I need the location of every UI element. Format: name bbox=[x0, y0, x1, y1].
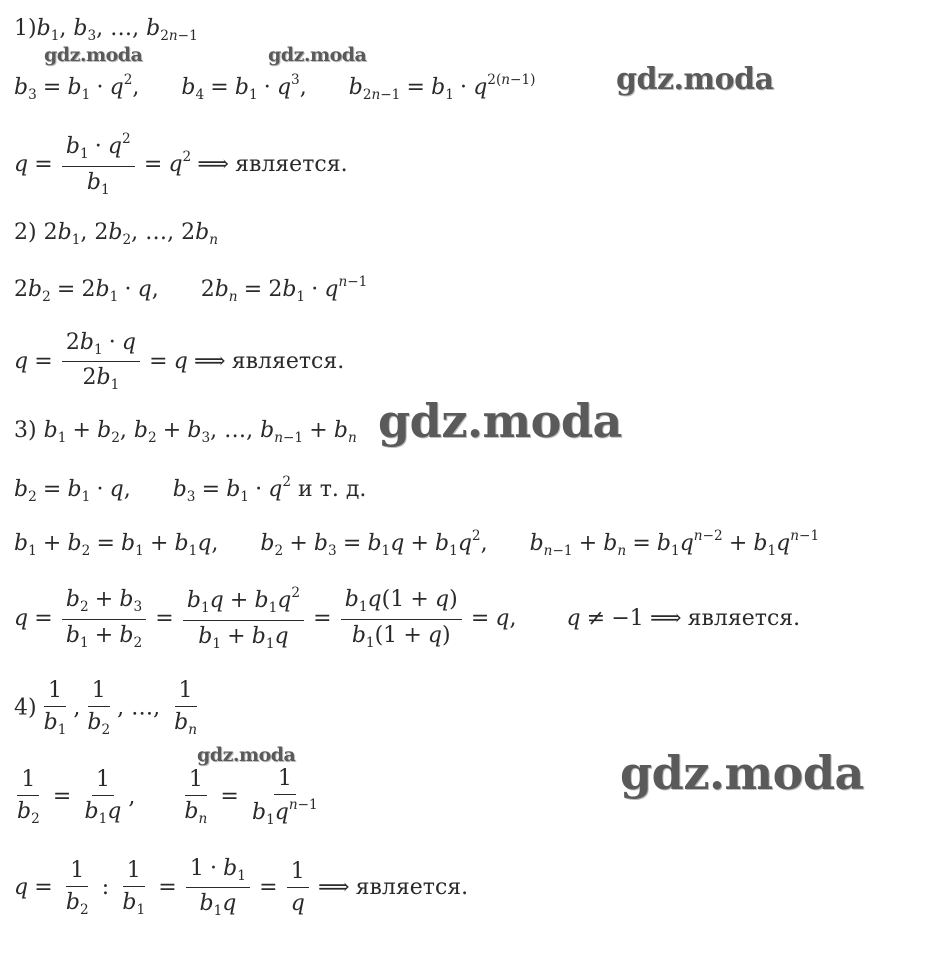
watermark-medium-1: gdz.moda bbox=[616, 62, 774, 97]
section-1-heading: $1)b_1$, $b_3$, …, $b_{2n-1}$ bbox=[14, 16, 198, 44]
watermark-small-3: gdz.moda bbox=[197, 744, 296, 766]
section-1-label: 1) bbox=[14, 16, 37, 41]
conclusion-2: является. bbox=[231, 348, 345, 374]
section-3-heading: 3) $b_1 + b_2$, $b_2 + b_3$, …, $b_{n-1} + b_n$ bbox=[14, 418, 357, 446]
section-2-heading: 2) $2b_1$, $2b_2$, …, $2b_n$ bbox=[14, 220, 218, 248]
section-2-terms: $2b_2 = 2b_1 \cdot q$, $2b_n = 2b_1 \cdot q^{n-1}$ bbox=[14, 274, 368, 305]
section-4-label: 4) bbox=[14, 695, 37, 721]
watermark-large-1: gdz.moda bbox=[378, 394, 622, 448]
etc-text: и т. д. bbox=[298, 477, 367, 503]
section-2-label: 2) bbox=[14, 220, 37, 245]
conclusion-3: является. bbox=[687, 606, 801, 632]
section-3-label: 3) bbox=[14, 418, 37, 443]
watermark-large-2: gdz.moda bbox=[620, 746, 864, 800]
section-3-terms: $b_2 = b_1 \cdot q$, $b_3 = b_1 \cdot q^2$ и т. д. bbox=[14, 474, 367, 505]
watermark-small-2: gdz.moda bbox=[268, 44, 367, 66]
section-4-terms: $\frac{1}{b_2}$ = $\frac{1}{b_1q}$ , $\frac{1}{b_n}$ = $\frac{1}{b_1q^{n-1}}$ bbox=[17, 766, 318, 829]
section-3-ratio: q = $\frac{b_2 + b_3}{b_1 + b_2}$ = $\frac{b_1q + b_1q^2}{b_1 + b_1q}$ = $\frac{b_1q(1 + q)}{b_1(1 + q)}$ = q, q ≠ −1 ⟹ является. bbox=[14, 585, 801, 652]
section-4-heading: 4) $\frac{1}{b_1}$ , $\frac{1}{b_2}$ , …, $\frac{1}{b_n}$ bbox=[14, 678, 197, 739]
section-1-terms: $b_3 = b_1 \cdot q^2$, $b_4 = b_1 \cdot q^3$, $b_{2n-1} = b_1 \cdot q^{2(n-1)}$ bbox=[14, 72, 536, 103]
section-3-sums: $b_1 + b_2 = b_1 + b_1q$, $b_2 + b_3 = b_1q + b_1q^2$, $b_{n-1} + b_n = b_1q^{n-2} + b_1q^{n-1}$ bbox=[14, 528, 820, 559]
section-4-ratio: q = $\frac{1}{b_2}$ : $\frac{1}{b_1}$ = $\frac{1 \cdot b_1}{b_1q}$ = $\frac{1}{q}$ ⟹ является. bbox=[14, 856, 469, 920]
conclusion-1: является. bbox=[235, 152, 348, 178]
conclusion-4: является. bbox=[355, 874, 469, 900]
section-2-ratio: q = $\frac{2b_1 \cdot q}{2b_1}$ = q ⟹ является. bbox=[14, 330, 345, 394]
watermark-small-1: gdz.moda bbox=[44, 44, 143, 66]
section-1-ratio: q = $\frac{b_1 \cdot q^2}{b_1}$ = $q^2$ ⟹ является. bbox=[14, 131, 348, 198]
